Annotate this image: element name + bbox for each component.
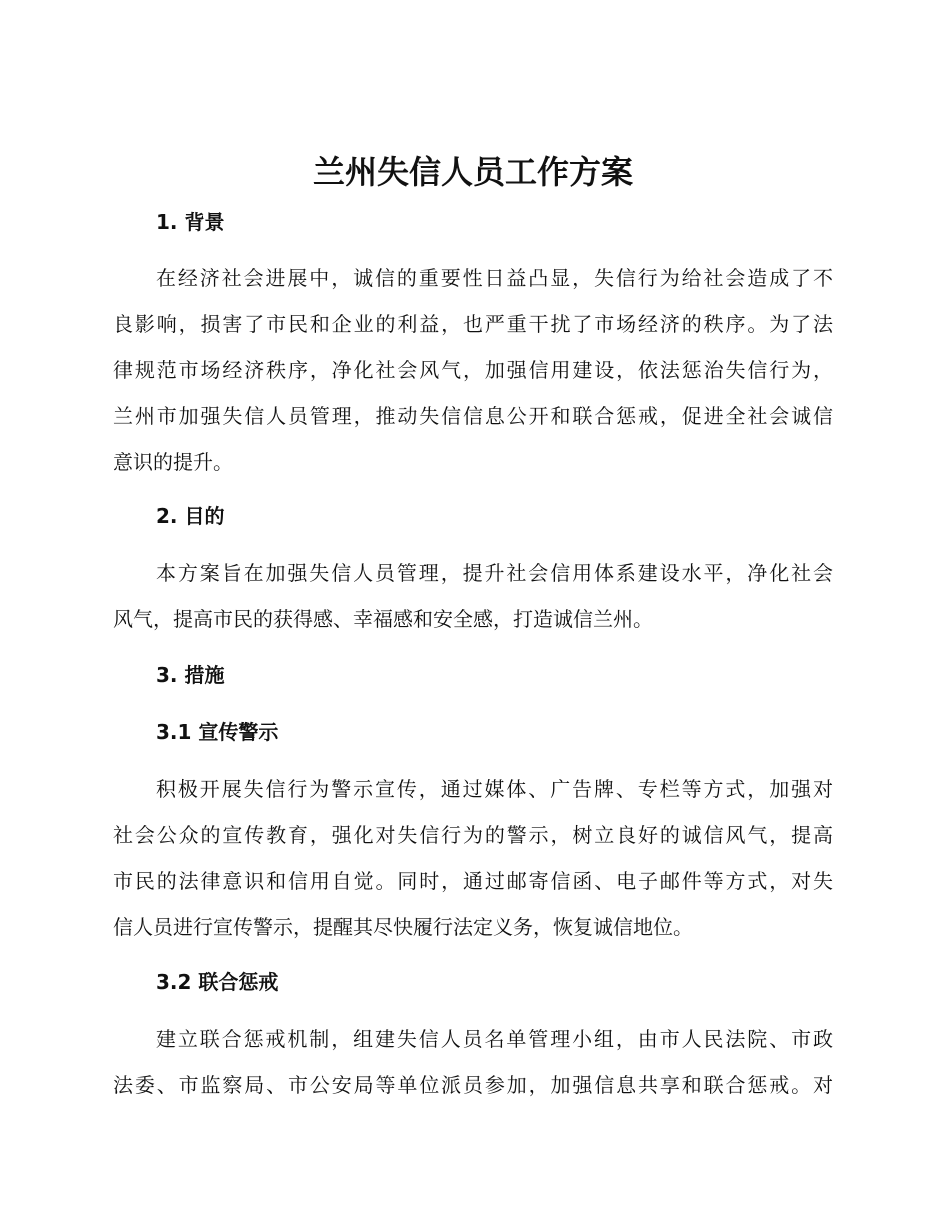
section-body-background (113, 255, 833, 485)
paragraph-line: 本方案旨在加强失信人员管理，提升社会信用体系建设水平，净化社会 (156, 561, 833, 585)
section-body-publicity-warning (113, 766, 833, 950)
paragraph-line: 建立联合惩戒机制，组建失信人员名单管理小组，由市人民法院、市政 (156, 1027, 833, 1051)
paragraph-line: 在经济社会进展中，诚信的重要性日益凸显，失信行为给社会造成了不 (156, 266, 833, 290)
paragraph-line: 法委、市监察局、市公安局等单位派员参加，加强信息共享和联合惩戒。对 (113, 1073, 833, 1097)
paragraph-line: 意识的提升。 (113, 450, 233, 474)
paragraph-line: 良影响，损害了市民和企业的利益，也严重干扰了市场经济的秩序。为了法 (113, 312, 833, 336)
paragraph-line: 兰州市加强失信人员管理，推动失信信息公开和联合惩戒，促进全社会诚信 (113, 404, 833, 428)
paragraph-line: 信人员进行宣传警示，提醒其尽快履行法定义务，恢复诚信地位。 (113, 915, 693, 939)
section-heading-publicity-warning: 3.1 宣传警示 (156, 720, 279, 744)
section-heading-purpose: 2. 目的 (156, 504, 225, 528)
paragraph-line: 社会公众的宣传教育，强化对失信行为的警示，树立良好的诚信风气，提高 (113, 823, 833, 847)
paragraph-line: 风气，提高市民的获得感、幸福感和安全感，打造诚信兰州。 (113, 607, 653, 631)
paragraph-line: 积极开展失信行为警示宣传，通过媒体、广告牌、专栏等方式，加强对 (156, 777, 833, 801)
section-body-purpose (113, 550, 833, 642)
section-heading-measures: 3. 措施 (156, 663, 225, 687)
paragraph-line: 律规范市场经济秩序，净化社会风气，加强信用建设，依法惩治失信行为， (113, 358, 833, 382)
section-heading-joint-punishment: 3.2 联合惩戒 (156, 970, 279, 994)
page-title: 兰州失信人员工作方案 (312, 153, 633, 191)
paragraph-line: 市民的法律意识和信用自觉。同时，通过邮寄信函、电子邮件等方式，对失 (113, 869, 833, 893)
section-body-joint-punishment (113, 1016, 833, 1108)
section-heading-background: 1. 背景 (156, 210, 225, 234)
